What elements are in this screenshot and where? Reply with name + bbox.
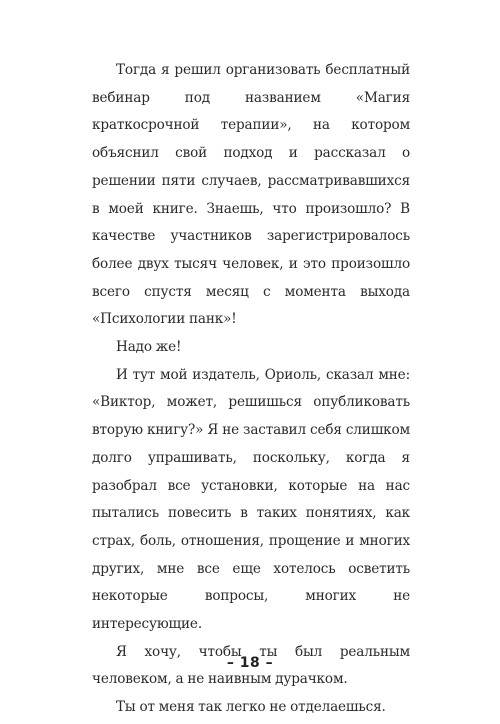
paragraph: Ты от меня так легко не отделаешься.: [116, 699, 386, 716]
paragraph: Тогда я решил организовать бесплатный вебинар под названием «Магия краткосрочной терапии», на котором объяснил свой подход и рассказал о решении пяти случаев, рассматривавшихся в моей книге. Знаешь, что произошло? В качестве участников зарегистрировалось более двух тысяч человек, и это произошло всего спустя месяц с момента выхода «Психологии панк»!: [92, 62, 410, 328]
paragraph: И тут мой издатель, Ориоль, сказал мне: «Виктор, может, решишься опубликовать вторую книгу?» Я не заставил себя слишком долго упрашивать, поскольку, когда я разобрал все установки, которые на нас пытались повесить в таких понятиях, как страх, боль, отношения, прощение и многих других, мне все еще хотелось осветить некоторые вопросы, многих не интересующие.: [92, 366, 410, 633]
paragraph: Надо же!: [116, 339, 182, 356]
page-number: – 18 –: [226, 655, 274, 671]
paragraph: Я хочу, чтобы ты был реальным человеком, а не наивным дурачком.: [92, 643, 410, 688]
page-text-block: [92, 57, 410, 722]
